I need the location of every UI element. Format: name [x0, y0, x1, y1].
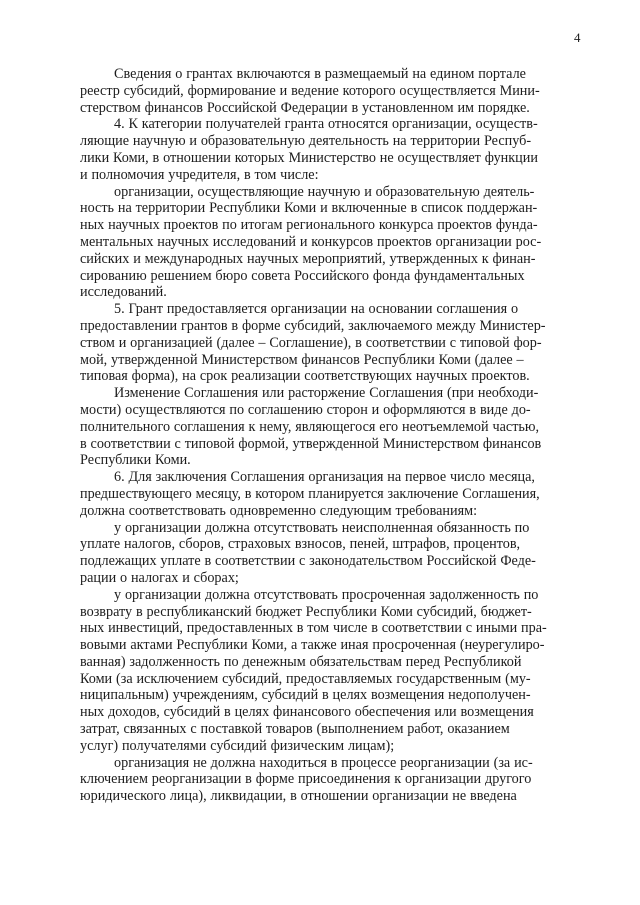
paragraph-item-5: 5. Грант предоставляется организации на основании соглашения о предоставлении грантов в форме субсидий, заключаемого между Министер- ством и организацией (далее – Соглашение), в соответствии с типовой фор- мой, утвержденной Министерством финансов Республики Коми (далее – типовая форма), на срок реализации соответствующих научных проектов. [80, 301, 546, 385]
paragraph-requirement-reorganization: организация не должна находиться в процессе реорганизации (за ис- ключением реорганизации в форме присоединения к организации другого юридического лица), ликвидации, в отношении организации не введена [80, 754, 533, 805]
paragraph-requirement-taxes: у организации должна отсутствовать неисполненная обязанность по уплате налогов, сборов, страховых взносов, пеней, штрафов, процентов, подлежащих уплате в соответствии с законодательством Российской Феде- рации о налогах и сборах; [80, 519, 536, 586]
document-body [80, 66, 576, 805]
paragraph-item-6: 6. Для заключения Соглашения организация на первое число месяца, предшествующего месяцу, в котором планируется заключение Соглашения, должна соответствовать одновременно следующим требованиям: [80, 469, 540, 519]
paragraph-organizations: организации, осуществляющие научную и образовательную деятель- ность на территории Республики Коми и включенные в список поддержан- ных научных проектов по итогам регионального конкурса проектов фунда- ментальных научных исследований и конкурсов проектов организации рос- сийских и международных научных мероприятий, утвержденных к финан- сированию решением бюро совета Российского фонда фундаментальных исследований. [80, 183, 542, 301]
paragraph-agreement-changes: Изменение Соглашения или расторжение Соглашения (при необходи- мости) осуществляются по соглашению сторон и оформляются в виде до- полнительного соглашения к нему, являющегося его неотъемлемой частью, в соответствии с типовой формой, утвержденной Министерством финансов Республики Коми. [80, 385, 542, 469]
paragraph-requirement-debts: у организации должна отсутствовать просроченная задолженность по возврату в республиканский бюджет Республики Коми субсидий, бюджет- ных инвестиций, предоставленных в том числе в соответствии с иными пра- вовыми актами Республики Коми, а также иная просроченная (неурегулиро- ванная) задолженность по денежным обязательствам перед Республикой Коми (за исключением субсидий, предоставляемых государственным (му- ниципальным) учреждениям, субсидий в целях возмещения недополучен- ных доходов, субсидий в целях финансового обеспечения или возмещения затрат, связанных с поставкой товаров (выполнением работ, оказанием услуг) получателями субсидий физическим лицам); [80, 586, 547, 754]
paragraph-item-4: 4. К категории получателей гранта относятся организации, осуществ- ляющие научную и образовательную деятельность на территории Респуб- лики Коми, в отношении которых Министерство не осуществляет функции и полномочия учредителя, в том числе: [80, 116, 538, 183]
page-number: 4 [574, 30, 581, 45]
paragraph-grant-registry: Сведения о грантах включаются в размещаемый на едином портале реестр субсидий, формирование и ведение которого осуществляется Мини- стерством финансов Российской Федерации в установленном им порядке. [80, 66, 540, 116]
